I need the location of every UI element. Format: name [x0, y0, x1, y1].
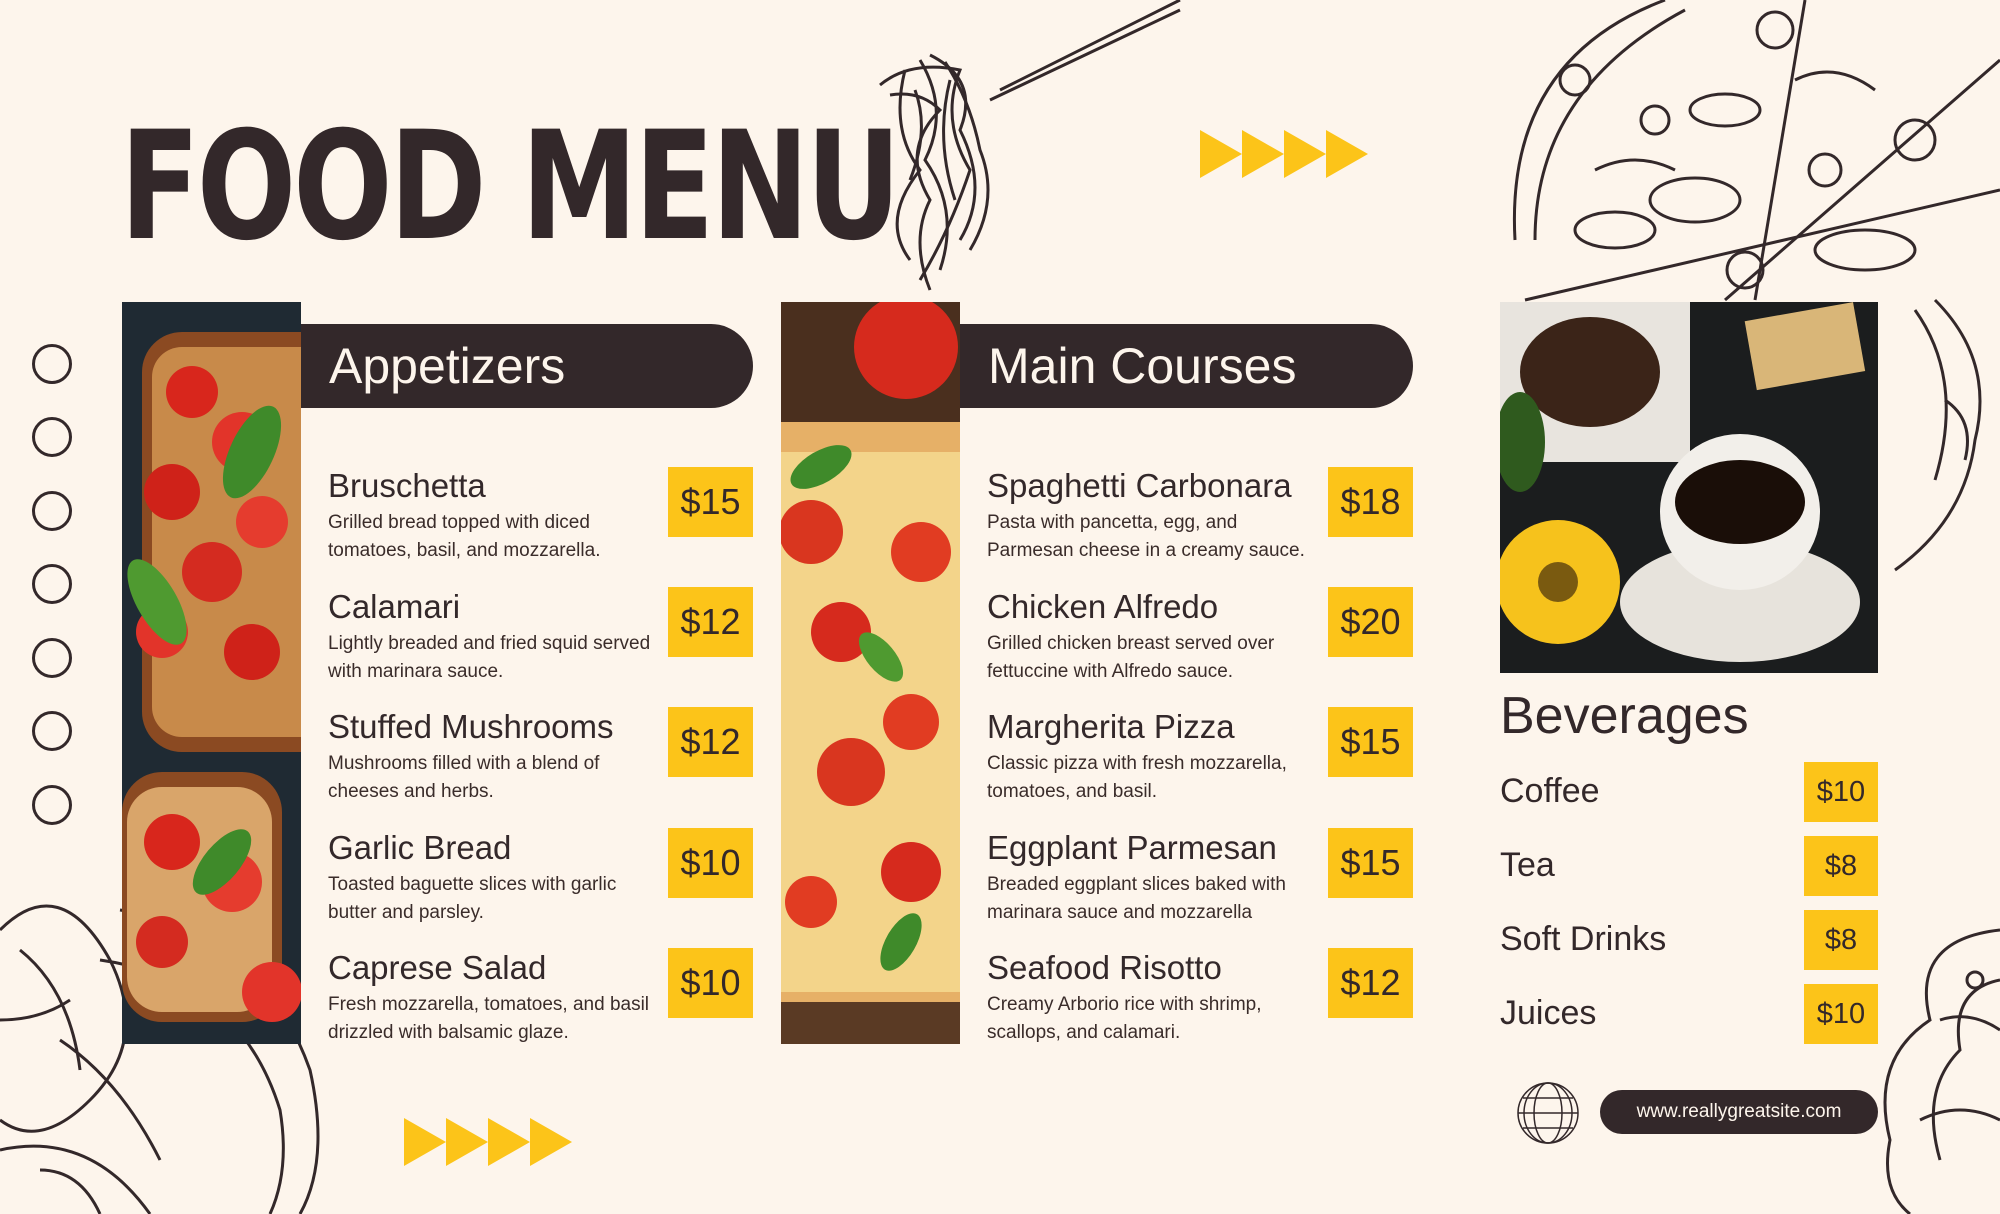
arrow-right-icon	[404, 1118, 574, 1166]
appetizer-desc: Toasted baguette slices with garlic butter and parsley.	[328, 874, 617, 923]
appetizer-name: Calamari	[328, 588, 461, 625]
beverage-name: Soft Drinks	[1500, 920, 1667, 958]
appetizer-price: $10	[668, 948, 753, 1018]
globe-icon	[1515, 1080, 1581, 1146]
appetizer-price: $10	[668, 828, 753, 898]
appetizers-header: Appetizers	[301, 324, 753, 408]
main-course-name: Seafood Risotto	[987, 949, 1222, 986]
main-course-desc: Classic pizza with fresh mozzarella, tomatoes, and basil.	[987, 753, 1287, 802]
page-title: FOOD MENU	[120, 100, 898, 274]
beverage-price: $8	[1804, 836, 1878, 896]
main-course-desc: Breaded eggplant slices baked with marinara sauce and mozzarella	[987, 874, 1286, 923]
appetizer-price: $12	[668, 707, 753, 777]
main-course-price: $15	[1328, 707, 1413, 777]
circle-bullet-icon	[32, 785, 72, 825]
pizza-photo	[781, 302, 960, 1044]
circle-bullet-icon	[32, 417, 72, 457]
circle-bullet-icon	[32, 564, 72, 604]
beverage-name: Coffee	[1500, 772, 1600, 810]
appetizer-name: Bruschetta	[328, 467, 486, 504]
appetizer-price: $15	[668, 467, 753, 537]
main-course-desc: Grilled chicken breast served over fettuccine with Alfredo sauce.	[987, 633, 1275, 682]
circle-bullet-icon	[32, 491, 72, 531]
arrow-right-icon	[1200, 130, 1370, 178]
website-link[interactable]: www.reallygreatsite.com	[1600, 1090, 1878, 1134]
main-course-name: Margherita Pizza	[987, 708, 1235, 745]
beverage-price: $10	[1804, 762, 1878, 822]
appetizer-name: Garlic Bread	[328, 829, 512, 866]
circle-bullet-icon	[32, 344, 72, 384]
main-course-desc: Pasta with pancetta, egg, and Parmesan cheese in a creamy sauce.	[987, 512, 1305, 561]
beverages-header: Beverages	[1500, 687, 1749, 745]
main-course-name: Eggplant Parmesan	[987, 829, 1277, 866]
appetizer-desc: Mushrooms filled with a blend of cheeses and herbs.	[328, 753, 600, 802]
appetizer-name: Stuffed Mushrooms	[328, 708, 614, 745]
beverage-price: $8	[1804, 910, 1878, 970]
bruschetta-photo	[122, 302, 301, 1044]
circle-bullet-icon	[32, 638, 72, 678]
main-course-name: Chicken Alfredo	[987, 588, 1219, 625]
main-course-name: Spaghetti Carbonara	[987, 467, 1292, 504]
main-course-price: $15	[1328, 828, 1413, 898]
main-course-price: $18	[1328, 467, 1413, 537]
main-course-price: $12	[1328, 948, 1413, 1018]
beverage-name: Tea	[1500, 846, 1555, 884]
appetizer-desc: Grilled bread topped with diced tomatoes, basil, and mozzarella.	[328, 512, 601, 561]
beverage-price: $10	[1804, 984, 1878, 1044]
circle-bullet-icon	[32, 711, 72, 751]
appetizer-desc: Lightly breaded and fried squid served with marinara sauce.	[328, 633, 651, 682]
appetizer-price: $12	[668, 587, 753, 657]
appetizer-desc: Fresh mozzarella, tomatoes, and basil drizzled with balsamic glaze.	[328, 994, 650, 1043]
main-course-price: $20	[1328, 587, 1413, 657]
main-course-desc: Creamy Arborio rice with shrimp, scallops, and calamari.	[987, 994, 1262, 1043]
main-courses-header: Main Courses	[960, 324, 1413, 408]
beverage-name: Juices	[1500, 994, 1597, 1032]
coffee-photo	[1500, 302, 1878, 673]
appetizer-name: Caprese Salad	[328, 949, 547, 986]
